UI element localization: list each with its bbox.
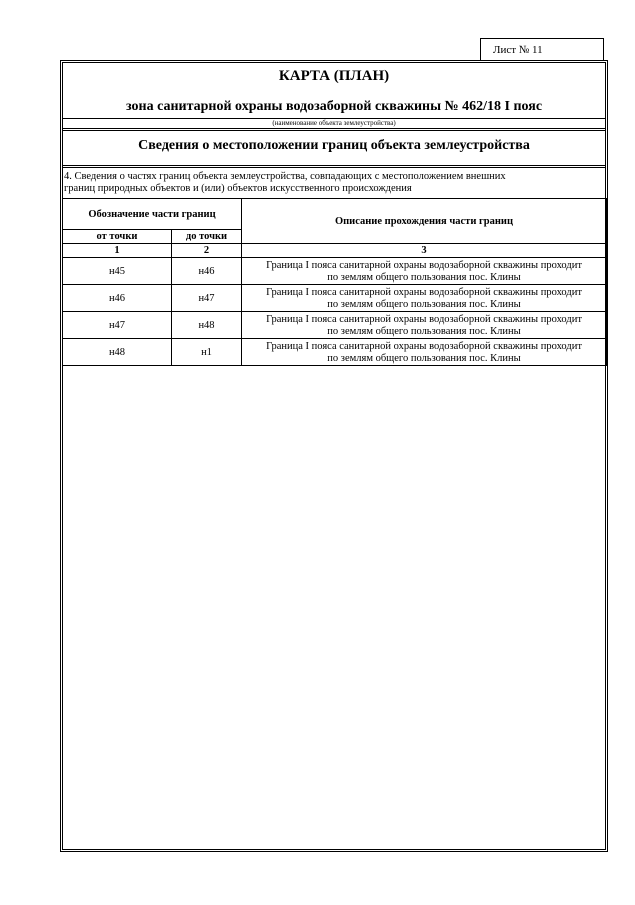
title-block (62, 62, 606, 117)
boundary-table (62, 198, 607, 366)
sheet-number-label: Лист № 11 (493, 43, 543, 56)
table-row (63, 312, 607, 339)
intro-line: границ природных объектов и (или) объектов искусственного происхождения (64, 183, 412, 194)
column-number: 2 (172, 244, 242, 258)
table-row (63, 285, 607, 312)
to-point: н46 (172, 258, 242, 285)
description-line: Граница I пояса санитарной охраны водозаборной скважины проходит (266, 260, 582, 271)
section-title: Сведения о местоположении границ объекта землеустройства (138, 138, 530, 153)
table-row (63, 339, 607, 366)
section-intro (64, 171, 594, 195)
divider (62, 165, 606, 166)
description-line: по землям общего пользования пос. Клины (327, 352, 521, 364)
to-point: н1 (172, 339, 242, 366)
sheet-number (480, 38, 604, 60)
column-number: 3 (242, 244, 607, 258)
boundary-description (242, 339, 607, 366)
from-point: н48 (63, 339, 172, 366)
intro-line: 4. Сведения о частях границ объекта землеустройства, совпадающих с местоположением внешних (64, 171, 506, 182)
description-line: Граница I пояса санитарной охраны водозаборной скважины проходит (266, 287, 582, 298)
description-line: по землям общего пользования пос. Клины (327, 271, 521, 283)
header-to-point: до точки (172, 230, 242, 244)
column-number: 1 (63, 244, 172, 258)
header-boundary-designation: Обозначение части границ (63, 199, 242, 230)
to-point: н48 (172, 312, 242, 339)
description-line: по землям общего пользования пос. Клины (327, 298, 521, 310)
header-from-point: от точки (63, 230, 172, 244)
document-title: КАРТА (ПЛАН) (278, 68, 390, 84)
divider (62, 130, 606, 131)
to-point: н47 (172, 285, 242, 312)
table-row (63, 258, 607, 285)
from-point: н45 (63, 258, 172, 285)
divider (62, 128, 606, 129)
from-point: н46 (63, 285, 172, 312)
description-line: по землям общего пользования пос. Клины (327, 325, 521, 337)
from-point: н47 (63, 312, 172, 339)
description-line: Граница I пояса санитарной охраны водозаборной скважины проходит (266, 314, 582, 325)
boundary-description (242, 285, 607, 312)
boundary-description (242, 312, 607, 339)
description-line: Граница I пояса санитарной охраны водозаборной скважины проходит (266, 341, 582, 352)
header-description: Описание прохождения части границ (242, 199, 607, 244)
divider (62, 167, 606, 168)
object-name-caption: (наименование объекта землеустройства) (272, 119, 396, 127)
document-subtitle: зона санитарной охраны водозаборной скважины № 462/18 I пояс (125, 99, 543, 114)
boundary-description (242, 258, 607, 285)
